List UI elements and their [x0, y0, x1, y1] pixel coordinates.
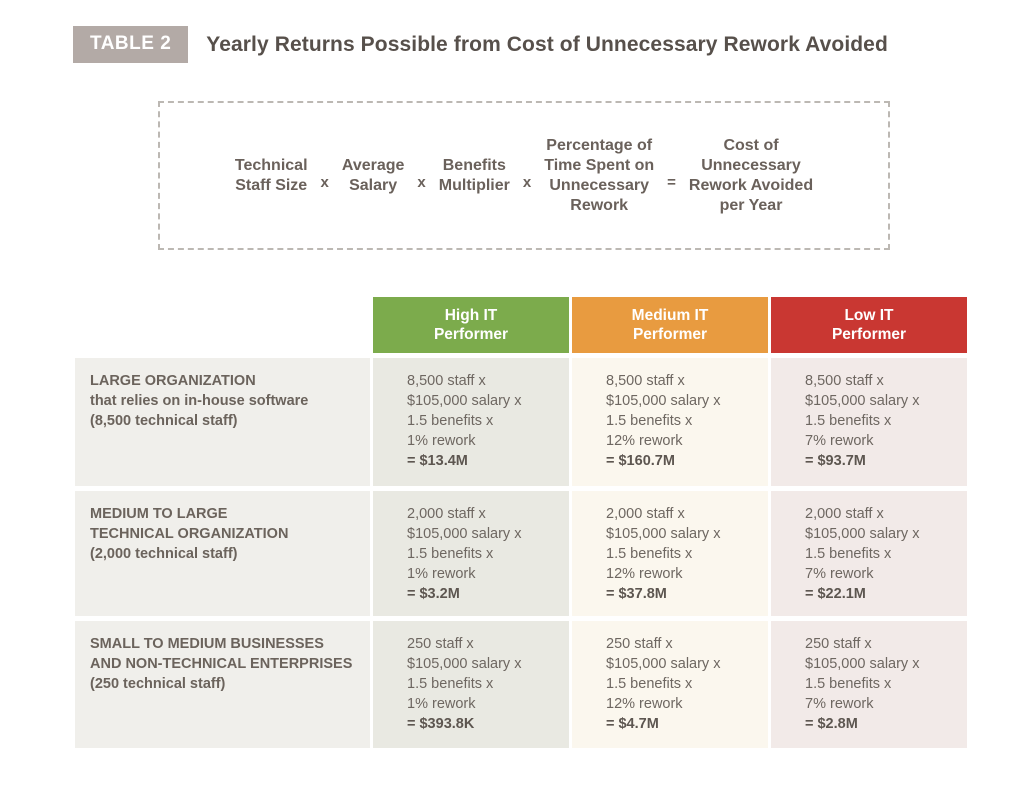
cell-small-medium: [572, 621, 768, 748]
calc-line: 1% rework: [407, 433, 476, 449]
row-label-line: LARGE ORGANIZATION: [90, 373, 256, 389]
calc-line: $105,000 salary x: [407, 656, 522, 672]
calc-line: 1.5 benefits x: [407, 413, 494, 429]
calc-line: 1.5 benefits x: [407, 676, 494, 692]
calc-line: 8,500 staff x: [805, 373, 884, 389]
row-label-line: that relies on in-house software: [90, 393, 309, 409]
formula-term-line: Unnecessary: [549, 176, 649, 194]
multiply-operator: x: [320, 173, 329, 191]
multiply-operator: x: [417, 173, 426, 191]
calc-line: 2,000 staff x: [407, 506, 486, 522]
row-label-large-organization: [75, 358, 370, 486]
calc-line: $105,000 salary x: [805, 656, 920, 672]
calc-line: 250 staff x: [407, 636, 474, 652]
calc-line: 250 staff x: [805, 636, 872, 652]
formula-term-line: Percentage of: [546, 136, 653, 154]
column-header-line: High IT: [444, 307, 498, 324]
result-value: = $4.7M: [606, 716, 659, 732]
calc-line: 1.5 benefits x: [606, 546, 693, 562]
calc-line: 7% rework: [805, 696, 874, 712]
returns-table: [75, 297, 967, 748]
column-header-low-it-performer: [771, 297, 967, 353]
formula-term-line: Time Spent on: [544, 156, 655, 174]
row-label-line: TECHNICAL ORGANIZATION: [90, 526, 289, 542]
cell-large-high: [373, 358, 569, 486]
formula-term-line: Technical: [234, 156, 308, 174]
cell-medium-medium: [572, 491, 768, 616]
row-label-line: (8,500 technical staff): [90, 413, 238, 429]
calc-line: 7% rework: [805, 566, 874, 582]
calc-line: 1.5 benefits x: [606, 413, 693, 429]
result-value: = $22.1M: [805, 586, 866, 602]
calc-line: $105,000 salary x: [606, 526, 721, 542]
result-value: = $3.2M: [407, 586, 460, 602]
cell-small-high: [373, 621, 569, 748]
calc-line: 12% rework: [606, 566, 683, 582]
formula-term-average-salary: [342, 156, 405, 196]
table-number-badge: TABLE 2: [73, 26, 188, 63]
table-corner-spacer: [75, 297, 370, 353]
calc-line: $105,000 salary x: [407, 393, 522, 409]
calc-line: 12% rework: [606, 433, 683, 449]
calc-line: $105,000 salary x: [805, 526, 920, 542]
calc-line: 8,500 staff x: [407, 373, 486, 389]
row-label-line: (2,000 technical staff): [90, 546, 238, 562]
result-value: = $393.8K: [407, 716, 475, 732]
cell-small-low: [771, 621, 967, 748]
formula-term-line: Multiplier: [438, 176, 510, 194]
formula-term-line: Staff Size: [235, 176, 308, 194]
formula-term-line: Unnecessary: [701, 156, 801, 174]
calc-line: $105,000 salary x: [805, 393, 920, 409]
formula-term-line: Rework: [570, 196, 629, 214]
calc-line: 1.5 benefits x: [805, 413, 892, 429]
calc-line: 2,000 staff x: [606, 506, 685, 522]
result-value: = $37.8M: [606, 586, 667, 602]
formula-term-line: Salary: [349, 176, 398, 194]
equals-operator: =: [667, 173, 676, 191]
formula-term-line: Average: [341, 156, 405, 174]
calc-line: 1.5 benefits x: [606, 676, 693, 692]
formula-term-technical-staff-size: [235, 156, 308, 196]
row-label-line: (250 technical staff): [90, 676, 226, 692]
cell-large-medium: [572, 358, 768, 486]
formula-term-benefits-multiplier: [439, 156, 510, 196]
calc-line: 1.5 benefits x: [805, 546, 892, 562]
row-label-small-to-medium: [75, 621, 370, 748]
calc-line: 1% rework: [407, 696, 476, 712]
cell-medium-high: [373, 491, 569, 616]
column-header-line: Low IT: [844, 307, 894, 324]
row-label-line: MEDIUM TO LARGE: [90, 506, 228, 522]
calc-line: 2,000 staff x: [805, 506, 884, 522]
title-row: [73, 26, 888, 63]
calc-line: $105,000 salary x: [407, 526, 522, 542]
formula-term-line: per Year: [719, 196, 783, 214]
formula-term-percentage-rework: [544, 136, 654, 216]
cell-medium-low: [771, 491, 967, 616]
calc-line: 1% rework: [407, 566, 476, 582]
formula-term-line: Benefits: [442, 156, 506, 174]
formula-term-cost-avoided: [689, 136, 813, 216]
formula-box: [158, 101, 890, 250]
multiply-operator: x: [522, 173, 532, 191]
column-header-line: Performer: [831, 326, 907, 343]
calc-line: 250 staff x: [606, 636, 673, 652]
calc-line: 8,500 staff x: [606, 373, 685, 389]
formula-term-line: Cost of: [723, 136, 779, 154]
column-header-line: Medium IT: [631, 307, 709, 324]
column-header-medium-it-performer: [572, 297, 768, 353]
formula-term-line: Rework Avoided: [688, 176, 814, 194]
result-value: = $93.7M: [805, 453, 866, 469]
page-title: Yearly Returns Possible from Cost of Unnecessary Rework Avoided: [206, 32, 888, 56]
calc-line: $105,000 salary x: [606, 656, 721, 672]
column-header-high-it-performer: [373, 297, 569, 353]
calc-line: 1.5 benefits x: [805, 676, 892, 692]
row-label-line: SMALL TO MEDIUM BUSINESSES: [90, 636, 324, 652]
calc-line: 1.5 benefits x: [407, 546, 494, 562]
column-header-line: Performer: [632, 326, 708, 343]
calc-line: 12% rework: [606, 696, 683, 712]
calc-line: $105,000 salary x: [606, 393, 721, 409]
row-label-line: AND NON-TECHNICAL ENTERPRISES: [90, 656, 353, 672]
result-value: = $160.7M: [606, 453, 675, 469]
row-label-medium-to-large: [75, 491, 370, 616]
cell-large-low: [771, 358, 967, 486]
result-value: = $2.8M: [805, 716, 858, 732]
column-header-line: Performer: [433, 326, 509, 343]
result-value: = $13.4M: [407, 453, 468, 469]
calc-line: 7% rework: [805, 433, 874, 449]
